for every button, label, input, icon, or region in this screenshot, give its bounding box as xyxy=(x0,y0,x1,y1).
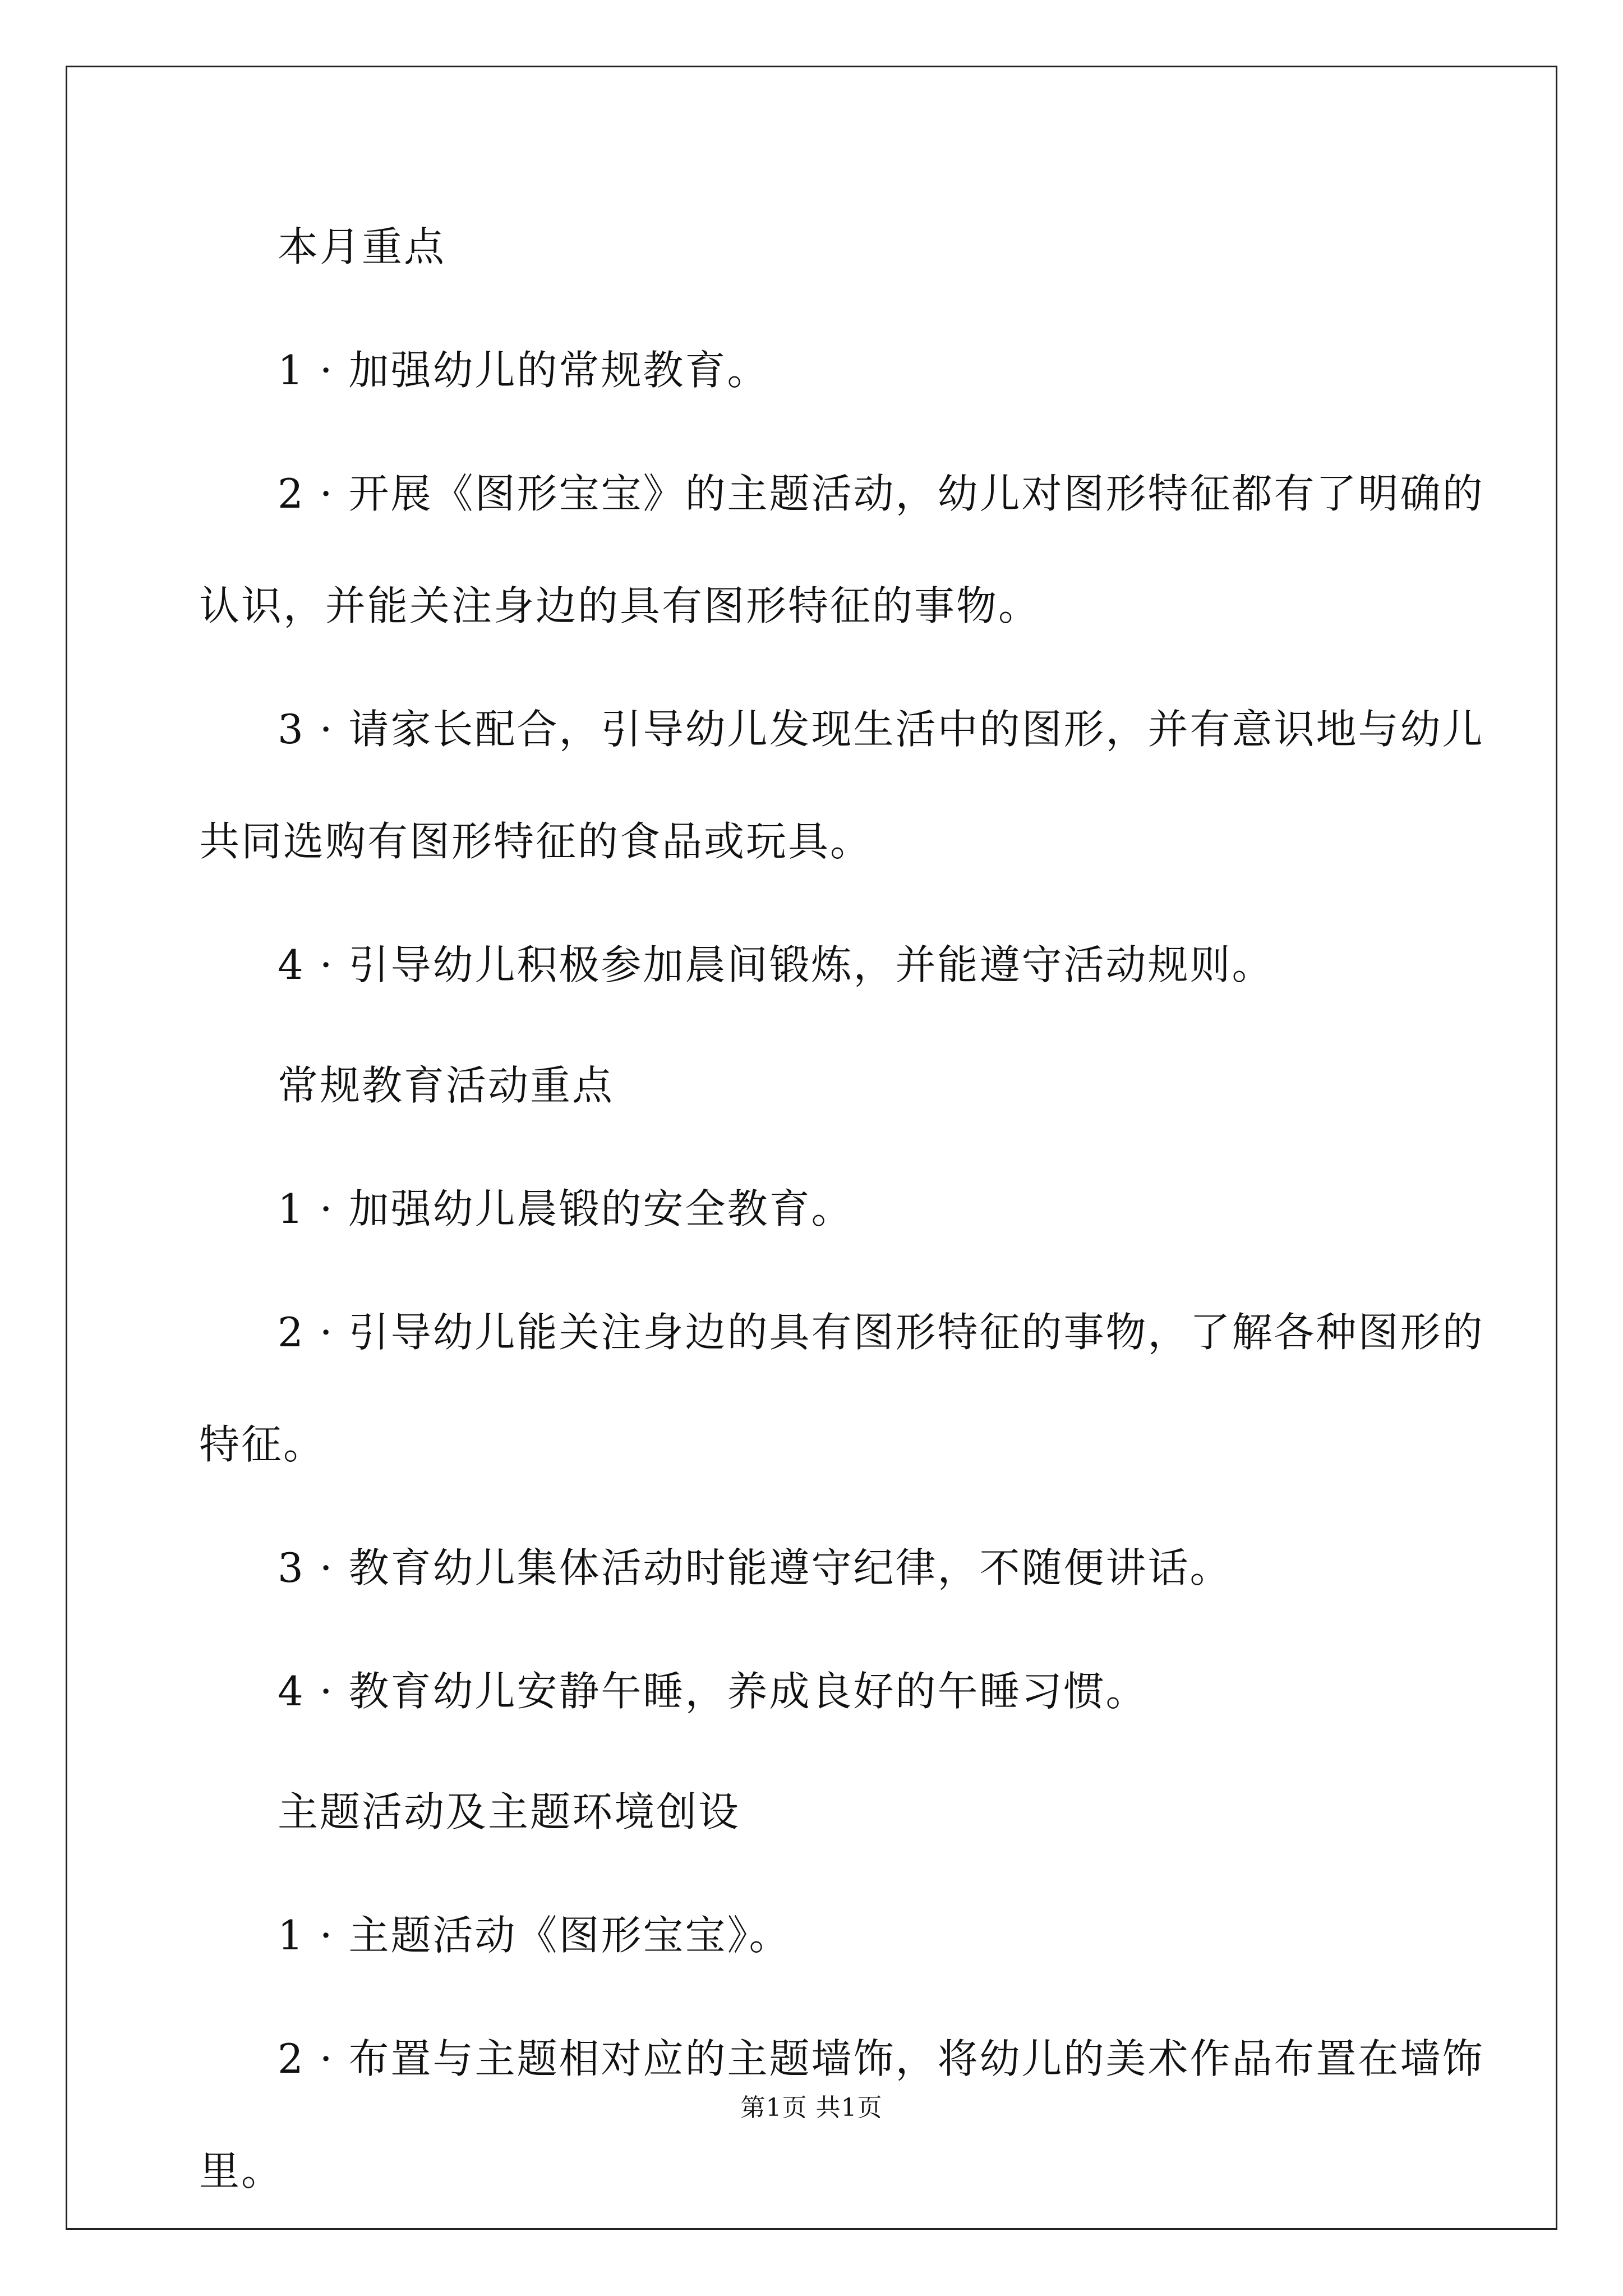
paragraph-line: 里。 xyxy=(199,2147,284,2194)
heading-routine-education: 常规教育活动重点 xyxy=(278,1062,615,1109)
paragraph-line: 3 · 教育幼儿集体活动时能遵守纪律，不随便讲话。 xyxy=(278,1544,1232,1591)
paragraph-line: 2 · 开展《图形宝宝》的主题活动，幼儿对图形特征都有了明确的 xyxy=(278,470,1484,517)
paragraph-line: 共同选购有图形特征的食品或玩具。 xyxy=(199,818,873,865)
paragraph-line: 特征。 xyxy=(199,1421,326,1468)
paragraph-line: 3 · 请家长配合，引导幼儿发现生活中的图形，并有意识地与幼儿 xyxy=(278,706,1484,753)
paragraph-line: 2 · 引导幼儿能关注身边的具有图形特征的事物，了解各种图形的 xyxy=(278,1309,1484,1356)
paragraph-line: 2 · 布置与主题相对应的主题墙饰，将幼儿的美术作品布置在墙饰 xyxy=(278,2035,1484,2082)
paragraph-line: 1 · 加强幼儿的常规教育。 xyxy=(278,347,769,394)
page-footer: 第1页 共1页 xyxy=(740,2093,883,2122)
paragraph-line: 认识，并能关注身边的具有图形特征的事物。 xyxy=(199,582,1041,629)
paragraph-line: 4 · 引导幼儿积极参加晨间锻炼，并能遵守活动规则。 xyxy=(278,941,1274,988)
paragraph-line: 1 · 主题活动《图形宝宝》。 xyxy=(278,1912,791,1959)
heading-theme-activities: 主题活动及主题环境创设 xyxy=(278,1788,741,1835)
heading-monthly-focus: 本月重点 xyxy=(278,223,446,270)
paragraph-line: 1 · 加强幼儿晨锻的安全教育。 xyxy=(278,1185,854,1232)
paragraph-line: 4 · 教育幼儿安静午睡，养成良好的午睡习惯。 xyxy=(278,1668,1148,1715)
